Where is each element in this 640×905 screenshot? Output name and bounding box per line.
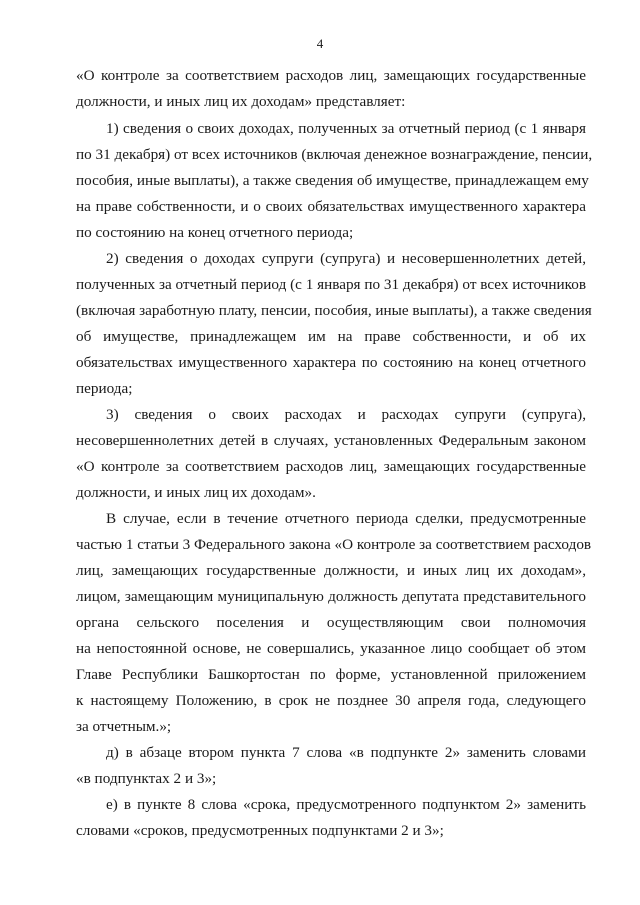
text-line: должности, и иных лиц их доходам» представляет:: [76, 93, 406, 110]
text-line: 1) сведения о своих доходах, полученных за отчетный период (с 1 января: [106, 120, 586, 137]
text-line: к настоящему Положению, в срок не позднее 30 апреля года, следующего: [76, 692, 586, 709]
text-line: обязательствах имущественного характера по состоянию на конец отчетного: [76, 354, 586, 371]
text-line: по состоянию на конец отчетного периода;: [76, 224, 354, 241]
page-number: 4: [316, 36, 324, 51]
text-line: по 31 декабря) от всех источников (включая денежное вознаграждение, пенсии,: [76, 146, 593, 163]
text-line: 3) сведения о своих расходах и расходах супруги (супруга),: [106, 406, 586, 423]
text-line: периода;: [76, 380, 133, 397]
text-line: пособия, иные выплаты), а также сведения об имуществе, принадлежащем ему: [76, 172, 589, 189]
text-line: е) в пункте 8 слова «срока, предусмотренного подпунктом 2» заменить: [106, 796, 586, 813]
text-line: должности, и иных лиц их доходам».: [76, 484, 316, 501]
text-line: «О контроле за соответствием расходов лиц, замещающих государственные: [76, 458, 586, 475]
text-line: В случае, если в течение отчетного периода сделки, предусмотренные: [106, 510, 586, 527]
text-line: Главе Республики Башкортостан по форме, установленной приложением: [76, 666, 586, 683]
text-line: лиц, замещающих государственные должности, и иных лиц их доходам»,: [76, 562, 586, 579]
text-line: частью 1 статьи 3 Федерального закона «О контроле за соответствием расходов: [76, 536, 592, 553]
text-line: за отчетным.»;: [76, 718, 172, 735]
text-line: об имуществе, принадлежащем им на праве собственности, и об их: [76, 328, 586, 345]
text-line: (включая заработную плату, пенсии, пособия, иные выплаты), а также сведения: [76, 302, 592, 319]
text-line: органа сельского поселения и осуществляющим свои полномочия: [76, 614, 586, 631]
text-line: словами «сроков, предусмотренных подпунктами 2 и 3»;: [76, 822, 444, 839]
text-line: 2) сведения о доходах супруги (супруга) и несовершеннолетних детей,: [106, 250, 586, 267]
text-line: д) в абзаце втором пункта 7 слова «в подпункте 2» заменить словами: [106, 744, 586, 761]
text-line: несовершеннолетних детей в случаях, установленных Федеральным законом: [76, 432, 586, 449]
text-line: полученных за отчетный период (с 1 января по 31 декабря) от всех источников: [76, 276, 586, 293]
text-line: на праве собственности, и о своих обязательствах имущественного характера: [76, 198, 586, 215]
text-line: лицом, замещающим муниципальную должность депутата представительного: [76, 588, 586, 605]
text-line: «в подпунктах 2 и 3»;: [76, 770, 217, 787]
text-line: «О контроле за соответствием расходов лиц, замещающих государственные: [76, 67, 586, 84]
text-line: на непостоянной основе, не совершались, указанное лицо сообщает об этом: [76, 640, 586, 657]
